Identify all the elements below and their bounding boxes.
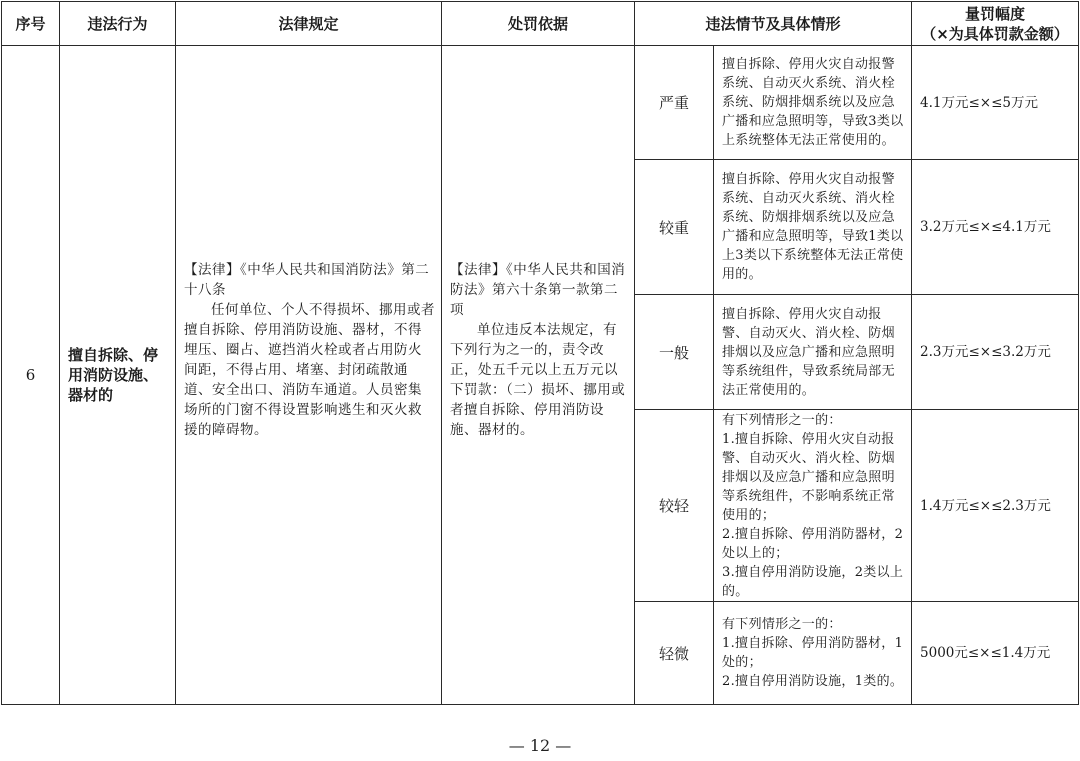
level-desc-line: 擅自拆除、停用火灾自动报警、自动灭火、消火栓、防烟排烟以及应急广播和应急照明等系统组件，导致系统局部无法正常使用的。 bbox=[722, 306, 895, 398]
level-label: 较重 bbox=[635, 160, 714, 295]
level-desc-line: 1.擅自拆除、停用消防器材，1处的； bbox=[722, 636, 904, 670]
level-label: 较轻 bbox=[635, 410, 714, 602]
level-desc bbox=[714, 602, 912, 705]
law-cell bbox=[176, 46, 442, 705]
level-desc-line: 2.擅自拆除、停用消防器材，2处以上的； bbox=[722, 526, 904, 561]
level-amount: 1.4万元≤×≤2.3万元 bbox=[912, 410, 1079, 602]
level-label: 一般 bbox=[635, 295, 714, 410]
page-number: — 12 — bbox=[508, 736, 572, 755]
level-desc-line: 有下列情形之一的： bbox=[722, 412, 842, 428]
level-desc bbox=[714, 410, 912, 602]
level-desc-line: 擅自拆除、停用火灾自动报警系统、自动灭火系统、消火栓系统、防烟排烟系统以及应急广播和应急照明等，导致3类以上系统整体无法正常使用的。 bbox=[722, 57, 904, 148]
level-amount: 2.3万元≤×≤3.2万元 bbox=[912, 295, 1079, 410]
level-row bbox=[2, 46, 1079, 160]
header-amount-line1: 量罚幅度 bbox=[965, 4, 1026, 23]
basis-title: 【法律】《中华人民共和国消防法》第六十条第一款第二项 bbox=[450, 262, 626, 318]
header-law: 法律规定 bbox=[176, 2, 442, 46]
header-amount bbox=[912, 2, 1079, 46]
header-seq: 序号 bbox=[2, 2, 60, 46]
level-amount: 3.2万元≤×≤4.1万元 bbox=[912, 160, 1079, 295]
law-body: 任何单位、个人不得损坏、挪用或者擅自拆除、停用消防设施、器材，不得埋压、圈占、遮挡消火栓或者占用防火间距，不得占用、堵塞、封闭疏散通道、安全出口、消防车通道。人员密集场所的门窗不得设置影响逃生和灭火救援的障碍物。 bbox=[184, 302, 435, 438]
level-desc bbox=[714, 160, 912, 295]
level-label: 严重 bbox=[635, 46, 714, 160]
level-label: 轻微 bbox=[635, 602, 714, 705]
level-desc-line: 擅自拆除、停用火灾自动报警系统、自动灭火系统、消火栓系统、防烟排烟系统以及应急广播和应急照明等，导致1类以上3类以下系统整体无法正常使用的。 bbox=[722, 172, 904, 282]
level-desc bbox=[714, 295, 912, 410]
header-row bbox=[2, 2, 1079, 46]
level-desc-line: 3.擅自停用消防设施，2类以上的。 bbox=[722, 564, 904, 599]
level-desc-line: 2.擅自停用消防设施，1类的。 bbox=[722, 674, 904, 689]
record-seq: 6 bbox=[2, 46, 60, 705]
penalty-table bbox=[1, 1, 1079, 705]
law-title: 【法律】《中华人民共和国消防法》第二十八条 bbox=[184, 262, 430, 298]
level-desc-line: 1.擅自拆除、停用火灾自动报警、自动灭火、消火栓、防烟排烟以及应急广播和应急照明等系统组件，不影响系统正常使用的； bbox=[722, 431, 895, 523]
level-amount: 5000元≤×≤1.4万元 bbox=[912, 602, 1079, 705]
header-act: 违法行为 bbox=[60, 2, 176, 46]
level-amount: 4.1万元≤×≤5万元 bbox=[912, 46, 1079, 160]
record-act: 擅自拆除、停用消防设施、器材的 bbox=[60, 46, 176, 705]
header-basis: 处罚依据 bbox=[442, 2, 635, 46]
header-situation: 违法情节及具体情形 bbox=[635, 2, 912, 46]
header-amount-line2: （×为具体罚款金额） bbox=[921, 24, 1069, 43]
level-desc-line: 有下列情形之一的： bbox=[722, 617, 842, 632]
basis-cell bbox=[442, 46, 635, 705]
level-desc bbox=[714, 46, 912, 160]
basis-body: 单位违反本法规定，有下列行为之一的，责令改正，处五千元以上五万元以下罚款：（二）损坏、挪用或者擅自拆除、停用消防设施、器材的。 bbox=[450, 322, 626, 438]
